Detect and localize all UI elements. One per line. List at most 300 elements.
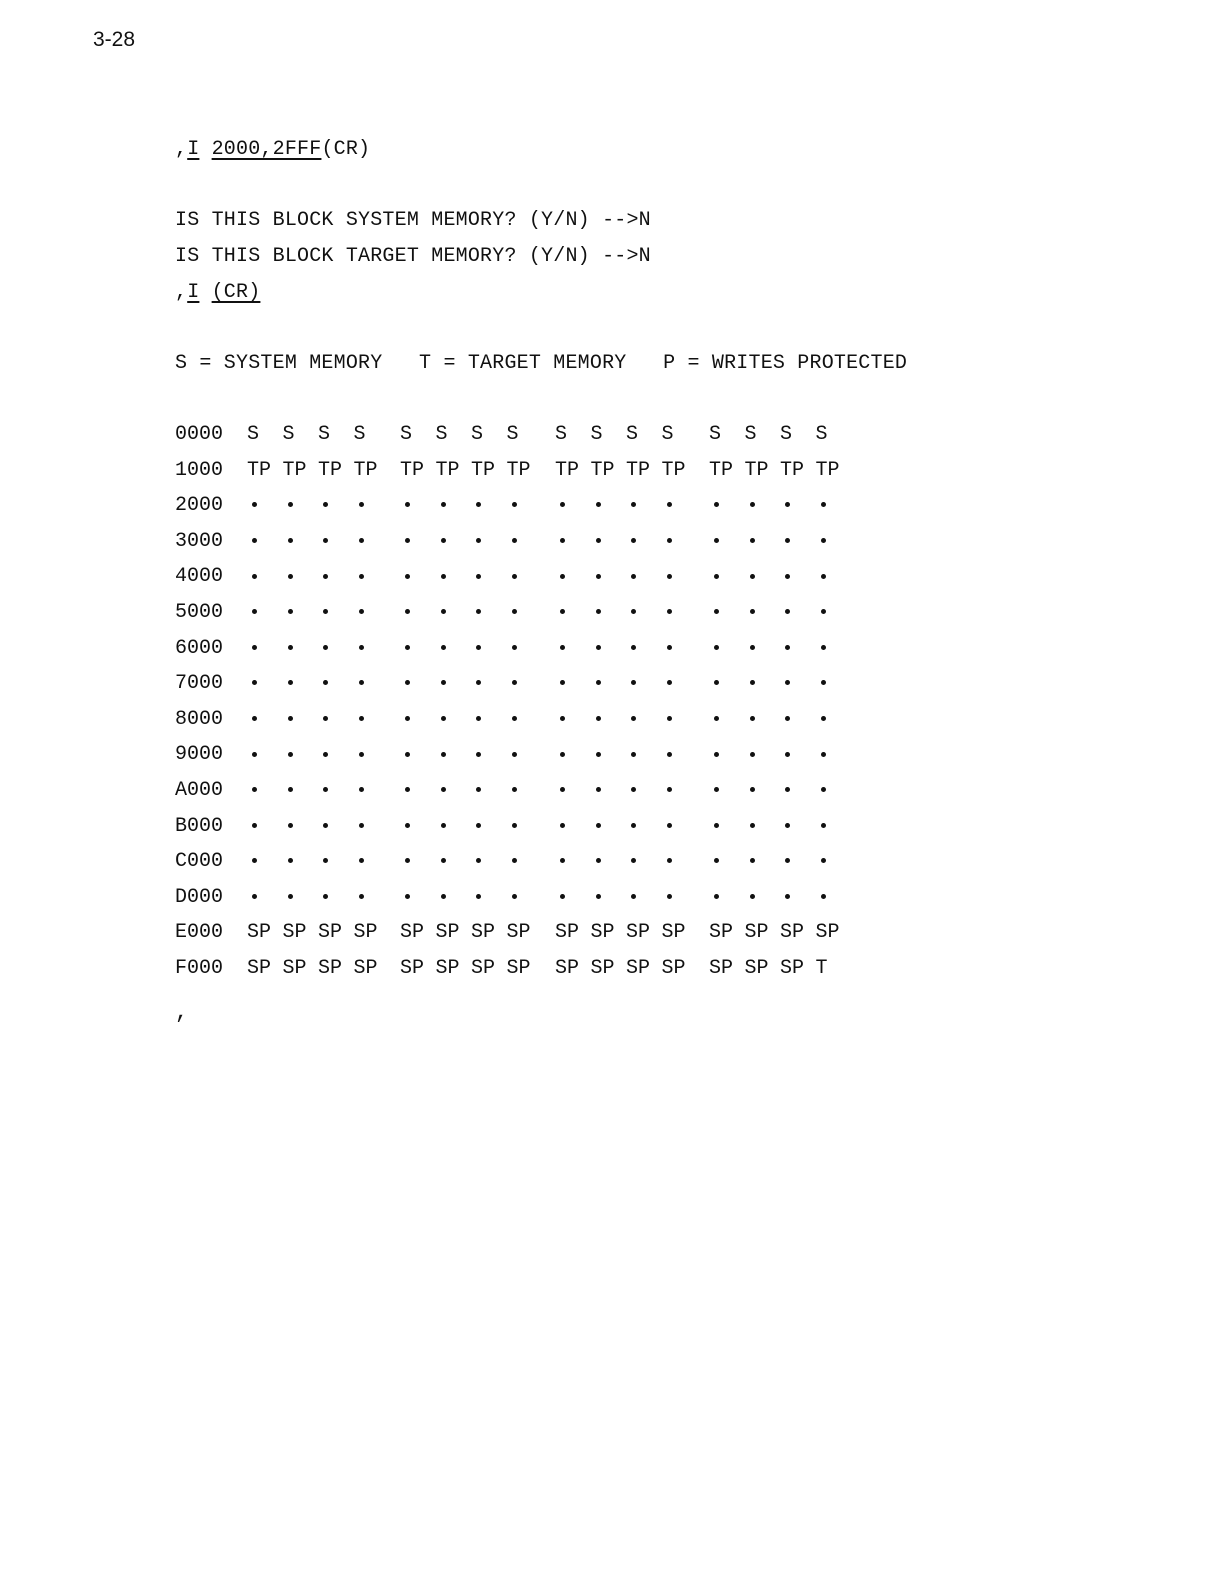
unassigned-block-dot <box>247 776 283 806</box>
dot-icon <box>560 858 565 863</box>
dot-icon <box>441 894 446 899</box>
dot-icon <box>785 680 790 685</box>
unassigned-block-dot <box>816 598 852 628</box>
block-status: S <box>780 423 793 446</box>
unassigned-block-dot <box>318 669 354 699</box>
unassigned-block-dot <box>591 527 627 557</box>
dot-icon <box>560 752 565 757</box>
dot-icon <box>405 823 410 828</box>
dot-icon <box>750 574 755 579</box>
block-status: S <box>282 423 295 446</box>
legend: S = SYSTEM MEMORY T = TARGET MEMORY P = WRITES PROTECTED <box>175 352 908 375</box>
dot-icon <box>785 858 790 863</box>
address-label: 9000 <box>175 743 224 767</box>
unassigned-block-dot <box>591 847 627 877</box>
unassigned-block-dot <box>247 847 283 877</box>
dot-icon <box>785 538 790 543</box>
trailing-prompt: , <box>175 1000 189 1025</box>
unassigned-block-dot <box>318 847 354 877</box>
block-status: TP <box>744 458 769 482</box>
unassigned-block-dot <box>662 598 698 628</box>
dot-icon <box>476 574 481 579</box>
unassigned-block-dot <box>662 740 698 770</box>
block-status: SP <box>471 921 496 945</box>
unassigned-block-dot <box>816 634 852 664</box>
dot-icon <box>560 680 565 685</box>
unassigned-block-dot <box>816 847 852 877</box>
dot-icon <box>441 502 446 507</box>
unassigned-block-dot <box>471 669 507 699</box>
unassigned-block-dot <box>354 527 390 557</box>
unassigned-block-dot <box>780 740 816 770</box>
dot-icon <box>631 609 636 614</box>
block-status: TP <box>815 458 840 482</box>
unassigned-block-dot <box>662 883 698 913</box>
dot-icon <box>252 716 257 721</box>
dot-icon <box>359 502 364 507</box>
dot-icon <box>512 538 517 543</box>
unassigned-block-dot <box>436 527 472 557</box>
unassigned-block-dot <box>318 740 354 770</box>
unassigned-block-dot <box>555 812 591 842</box>
unassigned-block-dot <box>709 598 745 628</box>
block-status: SP <box>709 956 734 980</box>
address-label: 1000 <box>175 458 224 482</box>
dot-icon <box>405 752 410 757</box>
address-label: 5000 <box>175 600 224 624</box>
unassigned-block-dot <box>400 562 436 592</box>
dot-icon <box>252 787 257 792</box>
dot-icon <box>476 502 481 507</box>
unassigned-block-dot <box>400 634 436 664</box>
unassigned-block-dot <box>436 669 472 699</box>
dot-icon <box>288 538 293 543</box>
dot-icon <box>512 716 517 721</box>
dot-icon <box>714 645 719 650</box>
address-label: E000 <box>175 921 224 945</box>
dot-icon <box>631 502 636 507</box>
unassigned-block-dot <box>318 812 354 842</box>
dot-icon <box>750 716 755 721</box>
unassigned-block-dot <box>400 812 436 842</box>
dot-icon <box>785 716 790 721</box>
unassigned-block-dot <box>745 634 781 664</box>
dot-icon <box>714 574 719 579</box>
block-status: SP <box>318 956 343 980</box>
unassigned-block-dot <box>555 527 591 557</box>
unassigned-block-dot <box>626 669 662 699</box>
dot-icon <box>252 680 257 685</box>
unassigned-block-dot <box>709 634 745 664</box>
dot-icon <box>405 609 410 614</box>
dot-icon <box>596 823 601 828</box>
dot-icon <box>323 858 328 863</box>
dot-icon <box>405 680 410 685</box>
block-status: SP <box>661 921 686 945</box>
address-label: 7000 <box>175 672 224 696</box>
dot-icon <box>441 716 446 721</box>
dot-icon <box>252 752 257 757</box>
dot-icon <box>631 894 636 899</box>
unassigned-block-dot <box>555 705 591 735</box>
block-status: TP <box>471 458 496 482</box>
dot-icon <box>750 680 755 685</box>
unassigned-block-dot <box>709 705 745 735</box>
unassigned-block-dot <box>662 562 698 592</box>
block-status: SP <box>506 956 531 980</box>
unassigned-block-dot <box>780 598 816 628</box>
unassigned-block-dot <box>745 883 781 913</box>
dot-icon <box>359 823 364 828</box>
block-status: S <box>435 423 448 446</box>
dot-icon <box>288 574 293 579</box>
dot-icon <box>288 858 293 863</box>
dot-icon <box>714 609 719 614</box>
dot-icon <box>785 574 790 579</box>
unassigned-block-dot <box>354 812 390 842</box>
unassigned-block-dot <box>555 634 591 664</box>
dot-icon <box>631 538 636 543</box>
unassigned-block-dot <box>626 740 662 770</box>
command-args: 2000,2FFF <box>211 138 322 161</box>
unassigned-block-dot <box>400 705 436 735</box>
unassigned-block-dot <box>354 562 390 592</box>
dot-icon <box>252 823 257 828</box>
unassigned-block-dot <box>283 562 319 592</box>
unassigned-block-dot <box>662 705 698 735</box>
unassigned-block-dot <box>354 847 390 877</box>
unassigned-block-dot <box>709 776 745 806</box>
dot-icon <box>667 894 672 899</box>
dot-icon <box>821 680 826 685</box>
unassigned-block-dot <box>709 527 745 557</box>
dot-icon <box>323 680 328 685</box>
dot-icon <box>560 894 565 899</box>
dot-icon <box>359 787 364 792</box>
unassigned-block-dot <box>471 527 507 557</box>
dot-icon <box>405 645 410 650</box>
unassigned-block-dot <box>318 634 354 664</box>
unassigned-block-dot <box>780 562 816 592</box>
dot-icon <box>323 787 328 792</box>
dot-icon <box>750 645 755 650</box>
dot-icon <box>750 894 755 899</box>
dot-icon <box>596 894 601 899</box>
dot-icon <box>288 823 293 828</box>
dot-icon <box>785 787 790 792</box>
dot-icon <box>405 574 410 579</box>
unassigned-block-dot <box>471 740 507 770</box>
unassigned-block-dot <box>626 847 662 877</box>
dot-icon <box>631 787 636 792</box>
dot-icon <box>750 538 755 543</box>
dot-icon <box>441 858 446 863</box>
block-status: SP <box>780 921 805 945</box>
dot-icon <box>667 858 672 863</box>
block-status: T <box>815 956 828 980</box>
dot-icon <box>405 716 410 721</box>
dot-icon <box>750 858 755 863</box>
command-name: I <box>187 138 200 161</box>
dot-icon <box>512 645 517 650</box>
unassigned-block-dot <box>400 491 436 521</box>
unassigned-block-dot <box>318 883 354 913</box>
dot-icon <box>596 574 601 579</box>
dot-icon <box>667 787 672 792</box>
block-status: SP <box>780 956 805 980</box>
unassigned-block-dot <box>745 527 781 557</box>
block-status: S <box>815 423 828 446</box>
unassigned-block-dot <box>555 740 591 770</box>
unassigned-block-dot <box>662 634 698 664</box>
dot-icon <box>323 894 328 899</box>
address-label: A000 <box>175 778 224 802</box>
unassigned-block-dot <box>400 776 436 806</box>
dot-icon <box>596 502 601 507</box>
dot-icon <box>441 574 446 579</box>
dot-icon <box>714 716 719 721</box>
dot-icon <box>785 752 790 757</box>
prompt: , <box>175 138 188 161</box>
unassigned-block-dot <box>283 812 319 842</box>
unassigned-block-dot <box>507 562 543 592</box>
block-status: TP <box>555 458 580 482</box>
prompt: , <box>175 281 188 304</box>
block-status: SP <box>400 921 425 945</box>
unassigned-block-dot <box>471 847 507 877</box>
unassigned-block-dot <box>471 776 507 806</box>
unassigned-block-dot <box>283 776 319 806</box>
unassigned-block-dot <box>283 847 319 877</box>
block-status: SP <box>282 956 307 980</box>
unassigned-block-dot <box>436 562 472 592</box>
dot-icon <box>785 823 790 828</box>
address-label: 6000 <box>175 636 224 660</box>
dot-icon <box>667 502 672 507</box>
block-status: SP <box>590 921 615 945</box>
unassigned-block-dot <box>555 883 591 913</box>
block-status: SP <box>661 956 686 980</box>
dot-icon <box>252 645 257 650</box>
command-line-1 <box>175 138 370 161</box>
block-status: S <box>744 423 757 446</box>
unassigned-block-dot <box>662 812 698 842</box>
unassigned-block-dot <box>354 669 390 699</box>
dot-icon <box>476 752 481 757</box>
unassigned-block-dot <box>436 598 472 628</box>
unassigned-block-dot <box>507 527 543 557</box>
dot-icon <box>714 823 719 828</box>
dot-icon <box>441 823 446 828</box>
unassigned-block-dot <box>507 491 543 521</box>
unassigned-block-dot <box>247 883 283 913</box>
dot-icon <box>596 609 601 614</box>
dot-icon <box>405 538 410 543</box>
block-status: S <box>247 423 260 446</box>
unassigned-block-dot <box>318 562 354 592</box>
unassigned-block-dot <box>591 598 627 628</box>
unassigned-block-dot <box>354 634 390 664</box>
unassigned-block-dot <box>247 598 283 628</box>
block-status: S <box>590 423 603 446</box>
address-label: D000 <box>175 885 224 909</box>
dot-icon <box>750 609 755 614</box>
dot-icon <box>288 716 293 721</box>
unassigned-block-dot <box>247 740 283 770</box>
unassigned-block-dot <box>745 491 781 521</box>
unassigned-block-dot <box>400 740 436 770</box>
unassigned-block-dot <box>745 812 781 842</box>
unassigned-block-dot <box>507 634 543 664</box>
dot-icon <box>785 502 790 507</box>
block-status: SP <box>626 921 651 945</box>
dot-icon <box>667 680 672 685</box>
dot-icon <box>512 609 517 614</box>
unassigned-block-dot <box>436 705 472 735</box>
unassigned-block-dot <box>709 669 745 699</box>
block-status: S <box>661 423 674 446</box>
unassigned-block-dot <box>745 598 781 628</box>
dot-icon <box>631 858 636 863</box>
block-status: SP <box>247 921 272 945</box>
dot-icon <box>441 752 446 757</box>
dot-icon <box>359 752 364 757</box>
dot-icon <box>441 787 446 792</box>
dot-icon <box>714 680 719 685</box>
dot-icon <box>405 787 410 792</box>
unassigned-block-dot <box>471 812 507 842</box>
dot-icon <box>405 858 410 863</box>
dot-icon <box>667 645 672 650</box>
block-status: S <box>555 423 568 446</box>
block-status: TP <box>318 458 343 482</box>
dot-icon <box>560 787 565 792</box>
unassigned-block-dot <box>662 847 698 877</box>
unassigned-block-dot <box>745 847 781 877</box>
unassigned-block-dot <box>400 883 436 913</box>
block-status: S <box>471 423 484 446</box>
unassigned-block-dot <box>436 491 472 521</box>
block-status: S <box>353 423 366 446</box>
unassigned-block-dot <box>283 669 319 699</box>
dot-icon <box>323 538 328 543</box>
unassigned-block-dot <box>247 527 283 557</box>
unassigned-block-dot <box>709 562 745 592</box>
dot-icon <box>441 645 446 650</box>
dot-icon <box>821 716 826 721</box>
unassigned-block-dot <box>591 705 627 735</box>
unassigned-block-dot <box>507 847 543 877</box>
unassigned-block-dot <box>780 527 816 557</box>
dot-icon <box>596 716 601 721</box>
dot-icon <box>631 752 636 757</box>
block-status: TP <box>506 458 531 482</box>
address-label: 0000 <box>175 423 224 446</box>
unassigned-block-dot <box>816 562 852 592</box>
address-label: 4000 <box>175 565 224 589</box>
block-status: TP <box>626 458 651 482</box>
dot-icon <box>252 894 257 899</box>
unassigned-block-dot <box>555 776 591 806</box>
dot-icon <box>512 574 517 579</box>
block-status: TP <box>353 458 378 482</box>
unassigned-block-dot <box>400 598 436 628</box>
unassigned-block-dot <box>816 705 852 735</box>
block-status: SP <box>318 921 343 945</box>
dot-icon <box>476 823 481 828</box>
dot-icon <box>359 574 364 579</box>
unassigned-block-dot <box>247 669 283 699</box>
unassigned-block-dot <box>780 705 816 735</box>
unassigned-block-dot <box>471 705 507 735</box>
dot-icon <box>476 858 481 863</box>
unassigned-block-dot <box>471 883 507 913</box>
dot-icon <box>667 752 672 757</box>
dot-icon <box>323 716 328 721</box>
unassigned-block-dot <box>709 740 745 770</box>
dot-icon <box>512 680 517 685</box>
unassigned-block-dot <box>591 669 627 699</box>
dot-icon <box>252 538 257 543</box>
unassigned-block-dot <box>247 491 283 521</box>
unassigned-block-dot <box>354 705 390 735</box>
unassigned-block-dot <box>780 847 816 877</box>
command-suffix: (CR) <box>321 138 371 161</box>
dot-icon <box>714 858 719 863</box>
block-status: SP <box>247 956 272 980</box>
address-label: 2000 <box>175 494 224 518</box>
block-status: S <box>318 423 331 446</box>
block-status: SP <box>590 956 615 980</box>
dot-icon <box>288 787 293 792</box>
block-status: SP <box>353 956 378 980</box>
dot-icon <box>323 502 328 507</box>
unassigned-block-dot <box>626 705 662 735</box>
dot-icon <box>288 502 293 507</box>
block-status: SP <box>353 921 378 945</box>
dot-icon <box>288 645 293 650</box>
unassigned-block-dot <box>354 740 390 770</box>
unassigned-block-dot <box>626 812 662 842</box>
unassigned-block-dot <box>591 812 627 842</box>
unassigned-block-dot <box>745 705 781 735</box>
unassigned-block-dot <box>400 669 436 699</box>
dot-icon <box>750 752 755 757</box>
dot-icon <box>821 574 826 579</box>
unassigned-block-dot <box>507 598 543 628</box>
dot-icon <box>631 574 636 579</box>
dot-icon <box>359 609 364 614</box>
unassigned-block-dot <box>555 562 591 592</box>
dot-icon <box>821 858 826 863</box>
dot-icon <box>714 894 719 899</box>
unassigned-block-dot <box>591 562 627 592</box>
unassigned-block-dot <box>591 740 627 770</box>
unassigned-block-dot <box>626 598 662 628</box>
unassigned-block-dot <box>591 883 627 913</box>
page-number: 3-28 <box>93 28 136 51</box>
dot-icon <box>821 752 826 757</box>
dot-icon <box>667 538 672 543</box>
unassigned-block-dot <box>555 598 591 628</box>
block-status: TP <box>709 458 734 482</box>
address-label: 8000 <box>175 707 224 731</box>
unassigned-block-dot <box>283 491 319 521</box>
unassigned-block-dot <box>354 598 390 628</box>
dot-icon <box>785 609 790 614</box>
dot-icon <box>288 894 293 899</box>
question-system-memory: IS THIS BLOCK SYSTEM MEMORY? (Y/N) -->N <box>175 209 651 232</box>
